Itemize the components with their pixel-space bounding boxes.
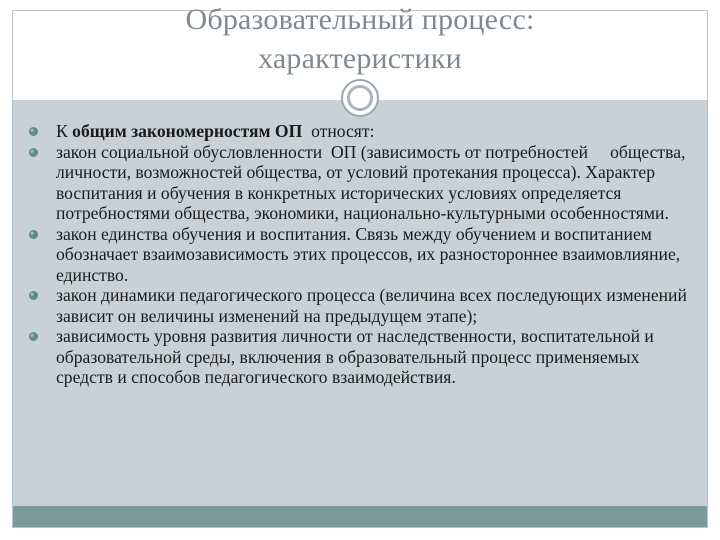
bullet-text: закон единства обучения и воспитания. Связь между обучением и воспитанием обозначает взаимозависимость этих процессов, их разностороннее взаимовлияние, единство. xyxy=(56,223,681,285)
bullet-icon xyxy=(28,331,39,342)
bullet-text-bold: общим закономерностям ОП xyxy=(72,121,303,141)
bullet-icon xyxy=(28,126,39,137)
bullet-icon xyxy=(28,147,39,158)
bullet-text: закон социальной обусловленности ОП (зависимость от потребностей общества, личности, возможностей общества, от условий протекания процесса). Характер воспитания и обучения в конкретных исторических условиях определяется потребностями общества, экономики, национально-культурными особенностями. xyxy=(56,141,690,223)
bullet-text-rest: относят: xyxy=(302,121,375,141)
list-item xyxy=(24,285,700,326)
bottom-accent-bar xyxy=(13,506,707,527)
list-item xyxy=(24,326,700,388)
list-item xyxy=(24,224,700,286)
bullet-text-prefix: К xyxy=(56,121,73,141)
title-line-2: характеристики xyxy=(258,42,462,75)
bullet-icon xyxy=(28,290,39,301)
bullet-text: закон динамики педагогического процесса (величина всех последующих изменений зависит он величины изменений на предыдущем этапе); xyxy=(56,285,687,326)
circle-emblem-icon xyxy=(341,79,379,117)
list-item xyxy=(24,121,700,142)
list-item xyxy=(24,142,700,224)
title-line-1: Образовательный процесс: xyxy=(185,3,535,36)
bullet-icon xyxy=(28,229,39,240)
bullet-list xyxy=(24,121,700,388)
bullet-text: зависимость уровня развития личности от наследственности, воспитательной и образовательной среды, включения в образовательный процесс применяемых средств и способов педагогического взаимодействия. xyxy=(56,326,654,387)
